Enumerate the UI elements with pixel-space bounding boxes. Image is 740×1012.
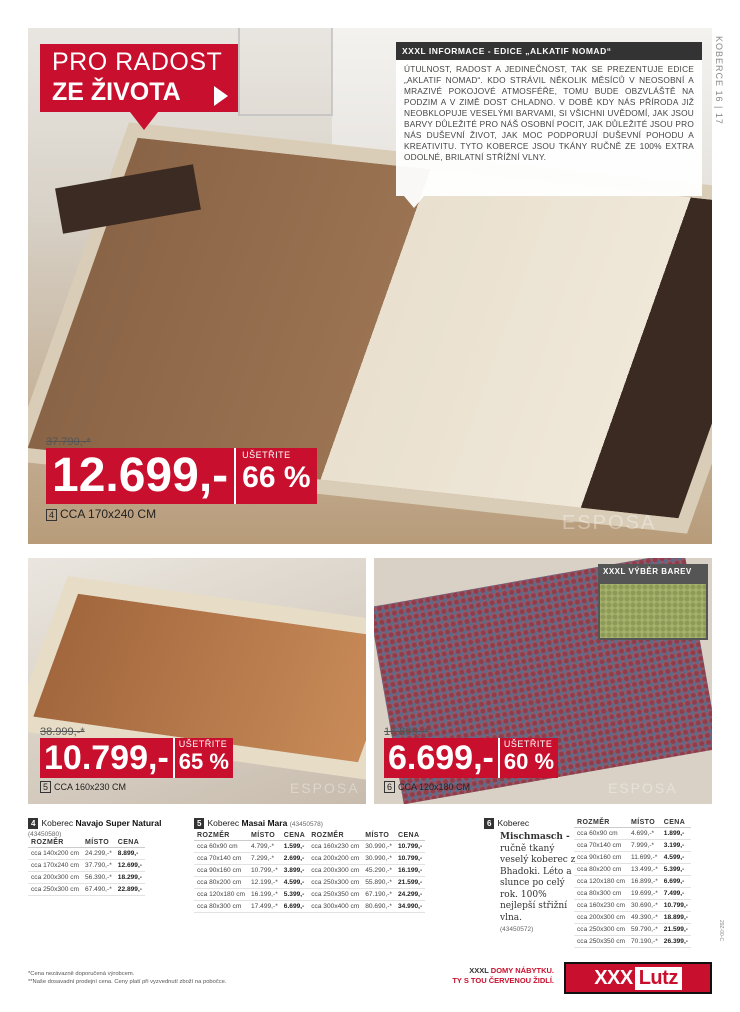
brand-watermark-3: ESPOSA (608, 780, 678, 796)
footnote-1: *Cena nezávazně doporučená výrobcem. (28, 971, 135, 977)
table-6-desc: ručně tkaný veselý koberec z Bhadoki. Léto a slunce po celý rok. 100% nejlepší střižní vlna. (500, 843, 576, 923)
table-cell: 49.390,-* (628, 912, 661, 924)
table-cell: 7.299,-* (248, 853, 281, 865)
table-4-code: (43450580) (28, 831, 62, 838)
column-header: CENA (395, 831, 425, 841)
table-row (574, 852, 691, 864)
title-banner (40, 44, 238, 112)
table-row (574, 924, 691, 936)
table-6-name: Mischmasch - (500, 832, 570, 842)
promo-xxxl: XXXL (469, 966, 491, 975)
promo-line-2: TY S TOU ČERVENOU ŽIDLÍ. (452, 976, 554, 985)
table-row (574, 900, 691, 912)
table-cell: 2.699,- (281, 853, 308, 865)
table-cell: cca 120x180 cm (574, 876, 628, 888)
table-5 (194, 831, 425, 913)
table-6-wrap (574, 818, 691, 948)
current-price-3: 6.699,- (384, 738, 498, 778)
table-cell: cca 200x300 cm (308, 865, 362, 877)
table-block-5 (194, 818, 425, 913)
table-cell: cca 200x300 cm (28, 872, 82, 884)
size-text: CCA 170x240 CM (60, 507, 157, 521)
table-cell: 24.299,-* (82, 848, 115, 860)
table-cell: cca 80x200 cm (194, 877, 248, 889)
table-4-name: Navajo Super Natural (75, 818, 162, 828)
title-line-2: ZE ŽIVOTA (52, 78, 181, 106)
table-4-prefix: Koberec (41, 818, 76, 828)
table-cell: 5.399,- (661, 864, 691, 876)
table-4 (28, 838, 145, 896)
table-cell: 1.899,- (661, 828, 691, 840)
table-6-code: (43450572) (500, 926, 534, 933)
table-cell: 37.790,-* (82, 860, 115, 872)
table-cell: cca 70x140 cm (574, 840, 628, 852)
item-number-3: 6 (384, 781, 395, 793)
play-arrow-icon (214, 86, 228, 106)
table-4-header (28, 818, 161, 829)
column-header: MÍSTO (362, 831, 395, 841)
table-row (574, 828, 691, 840)
table-cell: 18.299,- (115, 872, 145, 884)
old-price-2: 38.999,-* (40, 726, 85, 738)
table-cell: 1.599,- (281, 841, 308, 853)
table-cell: 10.799,-* (248, 865, 281, 877)
info-text: ÚTULNOST, RADOST A JEDINEČNOST, TAK SE PREZENTUJE EDICE „AKLATIF NOMAD“. KDO STRÁVIL NĚKOLIK MĚSÍCŮ V NEOSOBNÍ A MRAZIVÉ POKOJOVÉ ATMOSFÉŘE, TOMU BUDE OBZVLÁŠTĚ NA PODZIM A V ZIMĚ DOST CHLADNO. V DOBĚ KDY NÁS PŘÍRODA JIŽ NEOBKLOPUJE VESELÝMI BARVAMI, SI VŠICHNI UVĚDOMÍ, JAK JSOU BARVY DŮLEŽITÉ PRO NÁŠ OSOBNÍ POCIT, JAK DŮLEŽITÉ JSOU PRO NÁS DUŠEVNÍ ŽIVOT, JAK MOC PODPORUJÍ DUŠEVNÍ POHODU A KREATIVITU. TYTO KOBERCE JSOU TKÁNY RUČNĚ ZE 100% EXTRA ODOLNÉ, BRILATNÍ STŘÍŽNÍ VLNY. (404, 64, 694, 162)
table-cell: 70.190,-* (628, 936, 661, 948)
table-cell: 24.299,- (395, 889, 425, 901)
table-cell: 34.990,- (395, 901, 425, 913)
table-cell: 4.599,- (281, 877, 308, 889)
table-cell: 4.699,-* (628, 828, 661, 840)
column-header: ROZMĚR (308, 831, 362, 841)
table-cell: cca 60x90 cm (574, 828, 628, 840)
table-cell: 55.890,-* (362, 877, 395, 889)
table-row (194, 865, 425, 877)
save-label-2: UŠETŘITE (178, 739, 228, 749)
side-page-label: KOBERCE 16 | 17 (714, 36, 724, 125)
table-row (194, 877, 425, 889)
table-row (28, 848, 145, 860)
table-row (574, 876, 691, 888)
table-block-4 (28, 818, 161, 896)
table-cell: 16.199,-* (248, 889, 281, 901)
column-header: CENA (281, 831, 308, 841)
size-text-2: CCA 160x230 CM (54, 782, 127, 792)
promo-line-1 (420, 966, 554, 976)
table-5-code: (43450578) (289, 821, 323, 828)
table-6 (574, 818, 691, 948)
table-cell: 13.499,-* (628, 864, 661, 876)
size-line-2 (40, 781, 233, 793)
table-cell: 8.899,- (115, 848, 145, 860)
color-choice-inset (598, 564, 708, 640)
table-cell: 26.399,- (661, 936, 691, 948)
size-line-3 (384, 781, 558, 793)
table-cell: 4.799,-* (248, 841, 281, 853)
title-line-1: PRO RADOST (52, 48, 223, 76)
table-cell: 18.899,- (661, 912, 691, 924)
table-cell: 19.699,-* (628, 888, 661, 900)
old-price-3: 16.899,-* (384, 726, 429, 738)
table-row (574, 888, 691, 900)
table-cell: cca 90x160 cm (574, 852, 628, 864)
table-6-header (484, 818, 529, 829)
table-row (574, 840, 691, 852)
table-row (194, 889, 425, 901)
table-cell: 30.990,-* (362, 853, 395, 865)
promo-domy: DOMY NÁBYTKU. (490, 966, 554, 975)
table-cell: 7.999,-* (628, 840, 661, 852)
brand-watermark-2: ESPOSA (290, 780, 360, 796)
save-label-3: UŠETŘITE (503, 739, 553, 749)
table-cell: cca 140x200 cm (28, 848, 82, 860)
save-percent-3: 60 % (503, 749, 555, 774)
price-block-2 (40, 726, 233, 793)
brand-watermark: ESPOSA (562, 512, 657, 534)
column-header: MÍSTO (248, 831, 281, 841)
table-cell: 56.390,-* (82, 872, 115, 884)
table-cell: cca 90x160 cm (194, 865, 248, 877)
item-number: 4 (46, 509, 57, 521)
table-row (194, 841, 425, 853)
table-cell: cca 200x200 cm (308, 853, 362, 865)
table-6-prefix: Koberec (497, 818, 530, 828)
save-badge-2 (173, 738, 233, 778)
table-row (194, 853, 425, 865)
save-label: UŠETŘITE (242, 450, 291, 460)
table-row (194, 901, 425, 913)
column-header: ROZMĚR (28, 838, 82, 848)
table-cell: cca 200x300 cm (574, 912, 628, 924)
table-cell: 67.190,-* (362, 889, 395, 901)
column-header: CENA (115, 838, 145, 848)
table-cell: cca 300x400 cm (308, 901, 362, 913)
table-cell: cca 80x200 cm (574, 864, 628, 876)
price-block-3 (384, 726, 558, 793)
side-table (238, 28, 333, 116)
table-5-prefix: Koberec (207, 818, 242, 828)
column-header: MÍSTO (82, 838, 115, 848)
save-badge-3 (498, 738, 558, 778)
info-tail (404, 196, 424, 208)
table-5-number: 5 (194, 818, 204, 829)
table-cell: 12.199,-* (248, 877, 281, 889)
color-choice-label: XXXL VÝBĚR BAREV (603, 567, 692, 576)
column-header: ROZMĚR (574, 818, 628, 828)
table-cell: 21.599,- (661, 924, 691, 936)
size-line (46, 507, 317, 521)
logo-lutz: Lutz (635, 967, 682, 990)
table-cell: 6.699,- (281, 901, 308, 913)
save-percent: 66 % (242, 461, 311, 494)
xxxlutz-logo[interactable] (564, 962, 712, 994)
table-cell: cca 60x90 cm (194, 841, 248, 853)
table-cell: 3.899,- (281, 865, 308, 877)
table-cell: cca 80x300 cm (194, 901, 248, 913)
table-cell: 7.499,- (661, 888, 691, 900)
table-5-name: Masai Mara (241, 818, 288, 828)
table-block-6 (484, 818, 529, 831)
table-cell: 30.990,-* (362, 841, 395, 853)
table-cell: 3.199,- (661, 840, 691, 852)
table-cell: cca 250x300 cm (574, 924, 628, 936)
footnotes (28, 970, 227, 986)
table-cell: 22.899,- (115, 884, 145, 896)
table-cell: cca 160x230 cm (308, 841, 362, 853)
table-cell: cca 120x180 cm (194, 889, 248, 901)
column-header: CENA (661, 818, 691, 828)
table-cell: 10.799,- (395, 853, 425, 865)
size-text-3: CCA 120x180 CM (398, 782, 471, 792)
table-row (574, 912, 691, 924)
table-cell: 30.690,-* (628, 900, 661, 912)
item-number-2: 5 (40, 781, 51, 793)
footnote-2: **Naše dosavadní prodejní cena. Ceny platí při vyzvednutí zboží na pobočce. (28, 979, 227, 985)
hero-price-block (46, 436, 317, 521)
table-cell: 16.199,- (395, 865, 425, 877)
banner-tail (130, 112, 158, 130)
current-price: 12.699,- (46, 448, 234, 504)
table-cell: cca 80x300 cm (574, 888, 628, 900)
table-cell: 80.690,-* (362, 901, 395, 913)
table-cell: 5.399,- (281, 889, 308, 901)
green-rug-swatch (600, 584, 706, 638)
table-cell: cca 250x300 cm (28, 884, 82, 896)
table-cell: cca 170x240 cm (28, 860, 82, 872)
table-row (574, 936, 691, 948)
save-badge (234, 448, 316, 504)
table-row (28, 884, 145, 896)
table-cell: 6.699,- (661, 876, 691, 888)
table-cell: 67.490,-* (82, 884, 115, 896)
table-cell: cca 160x230 cm (574, 900, 628, 912)
table-cell: cca 250x300 cm (308, 877, 362, 889)
table-5-header (194, 818, 425, 829)
table-cell: 45.290,-* (362, 865, 395, 877)
info-heading: XXXL INFORMACE - EDICE „ALKATIF NOMAD“ (396, 42, 702, 60)
save-percent-2: 65 % (178, 749, 229, 774)
table-cell: 4.599,- (661, 852, 691, 864)
column-header: MÍSTO (628, 818, 661, 828)
table-cell: 10.799,- (395, 841, 425, 853)
table-cell: cca 70x140 cm (194, 853, 248, 865)
table-cell: 17.499,-* (248, 901, 281, 913)
table-cell: 10.799,- (661, 900, 691, 912)
table-row (28, 872, 145, 884)
current-price-2: 10.799,- (40, 738, 173, 778)
print-code: 29Z-00-C (718, 920, 724, 942)
footer-promo (420, 966, 554, 986)
info-box (396, 42, 702, 196)
table-6-number: 6 (484, 818, 494, 829)
table-row (574, 864, 691, 876)
table-4-number: 4 (28, 818, 38, 829)
table-cell: 12.699,- (115, 860, 145, 872)
table-row (28, 860, 145, 872)
table-cell: 59.790,-* (628, 924, 661, 936)
table-cell: 16.899,-* (628, 876, 661, 888)
table-cell: cca 250x350 cm (308, 889, 362, 901)
table-cell: 21.599,- (395, 877, 425, 889)
logo-xxx: XXX (594, 966, 633, 989)
old-price: 37.790,-* (46, 436, 91, 448)
table-cell: 11.699,-* (628, 852, 661, 864)
table-6-description (500, 832, 580, 936)
table-cell: cca 250x350 cm (574, 936, 628, 948)
column-header: ROZMĚR (194, 831, 248, 841)
